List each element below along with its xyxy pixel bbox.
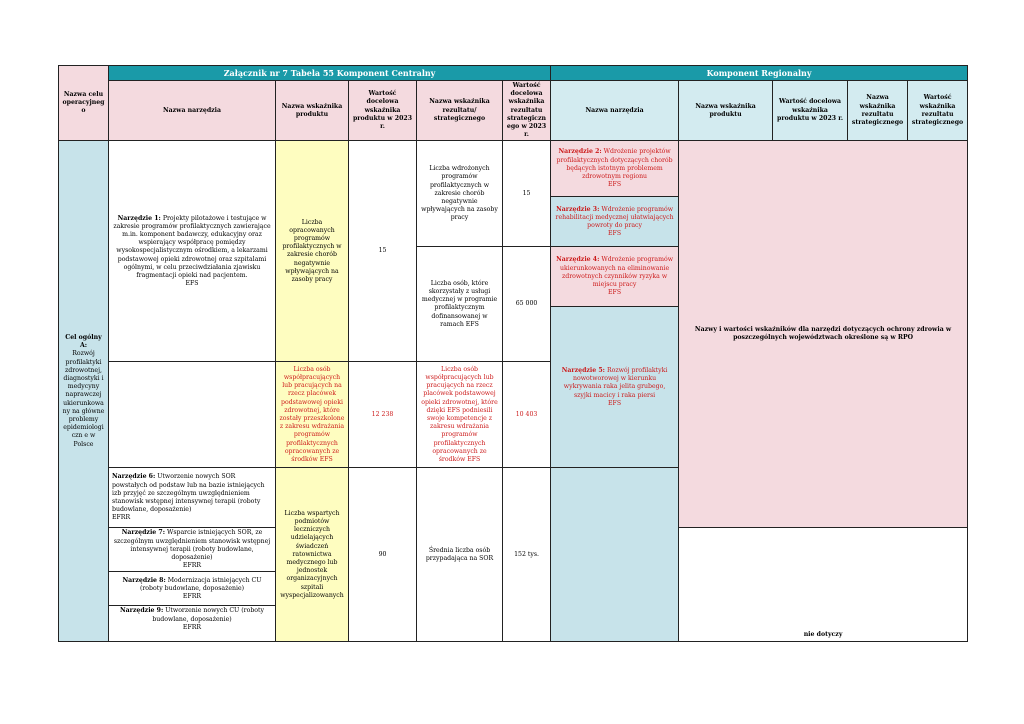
header-reg-result-name: Nazwa wskaźnika rezultatu strategicznego [848,81,908,141]
reg-tool-5-cell [551,307,679,468]
tool-6-cell [109,468,276,528]
reg-tool-3-text: Wdrożenie programów rehabilitacji medycznej ułatwiających powroty do pracy [555,205,674,229]
tool-1-continued [109,362,276,468]
result-3-name: Średnia liczba osób przypadająca na SOR [417,468,503,642]
product-3-name: Liczba wspartych podmiotów leczniczych udzielających świadczeń ratownictwa medycznego lub jednostek organizacyjnych szpitali wyspecjalizowanych [276,468,349,642]
reg-not-applicable: nie dotyczy [679,528,968,642]
product-3-target: 90 [349,468,417,642]
reg-tool-3-fund: EFS [608,230,622,238]
tool-9-label: Narzędzie 9: [119,607,164,615]
reg-tool-4-label: Narzędzie 4: [556,256,600,264]
tool-8-fund: EFRR [182,593,202,601]
reg-tool-3-cell [551,197,679,247]
result-2-name: Liczba osób współpracujących lub pracujących na rzecz placówek podstawowej opieki zdrowotnej, które dzięki EFS podniesili swoje kompetencje z zakresu wdrażania programów profilaktycznych opracowanych ze środków EFS [417,362,503,468]
reg-tool-2-text: Wdrożenie projektów profilaktycznych dotyczących chorób będących istotnym problemem zdrowotnym regionu [556,148,673,181]
central-component-title: Załącznik nr 7 Tabela 55 Komponent Centralny [109,66,551,81]
tool-9-cell [109,606,276,642]
tool-1-cell [109,141,276,362]
tool-9-fund: EFRR [182,623,202,631]
tool-7-label: Narzędzie 7: [121,529,165,537]
result-2-target: 10 403 [503,362,551,468]
product-1-target: 15 [349,141,417,362]
header-result-target: Wartość docelowa wskaźnika rezultatu strategicznego w 2023 r. [503,81,551,141]
product-1-name: Liczba opracowanych programów profilaktycznych w zakresie chorób negatywnie wpływających na zasoby pracy [276,141,349,362]
reg-tool-4-cell [551,247,679,307]
header-product-name: Nazwa wskaźnika produktu [276,81,349,141]
result-3-target: 152 tys. [503,468,551,642]
reg-empty-tool [551,468,679,642]
header-reg-product-target: Wartość docelowa wskaźnika produktu w 2023 r. [773,81,848,141]
header-tool: Nazwa narzędzia [109,81,276,141]
reg-tool-2-cell [551,141,679,197]
tool-1-text: Projekty pilotażowe i testujące w zakresie programów profilaktycznych zawierające m.in. komponent badawczy, edukacyjny oraz wspierający współpracę pomiędzy wysokospecjalistycznym ośrodkiem, a lekarzami podstawowej opieki zdrowotnej oraz szpitalami ogólnymi, w celu przeciwdziałania zjawisku fragmentacji opieki nad pacjentem. [113,214,271,279]
reg-tool-5-fund: EFS [608,399,622,407]
header-reg-product-name: Nazwa wskaźnika produktu [679,81,773,141]
header-product-target: Wartość docelowa wskaźnika produktu w 2023 r. [349,81,417,141]
reg-tool-5-text: Rozwój profilaktyki nowotworowej w kierunku wykrywania raka jelita grubego, szyjki macicy i raka piersi [563,366,668,399]
header-goal: Nazwa celu operacyjnego [59,66,109,141]
tool-8-cell [109,572,276,606]
goal-text: Rozwój profilaktyki zdrowotnej, diagnostyki i medycyny naprawczej ukierunkowany na główne problemy epidemiologiczn e w Polsce [62,350,105,448]
header-reg-tool: Nazwa narzędzia [551,81,679,141]
tool-7-fund: EFRR [182,562,202,570]
result-1b-name: Liczba osób, które skorzystały z usługi medycznej w programie profilaktycznym dofinansowanej w ramach EFS [417,247,503,362]
result-1b-target: 65 000 [503,247,551,362]
regional-component-title: Komponent Regionalny [551,66,968,81]
header-result-name: Nazwa wskaźnika rezultatu/ strategicznego [417,81,503,141]
tool-6-fund: EFRR [112,514,131,522]
tool-6-label: Narzędzie 6: [112,473,156,481]
goal-cell [59,141,109,642]
product-2-name: Liczba osób współpracujących lub pracujących na rzecz placówek podstawowej opieki zdrowotnej, które zostały przeszkolone z zakresu wdrażania programów profilaktycznych opracowanych ze środków EFS [276,362,349,468]
result-1a-name: Liczba wdrożonych programów profilaktycznych w zakresie chorób negatywnie wpływających na zasoby pracy [417,141,503,247]
reg-indicators-note: Nazwy i wartości wskaźników dla narzędzi dotyczących ochrony zdrowia w poszczególnych województwach określone są w RPO [679,141,968,528]
reg-tool-2-label: Narzędzie 2: [558,148,602,156]
reg-tool-2-fund: EFS [608,181,622,189]
tool-7-cell [109,528,276,572]
reg-tool-3-label: Narzędzie 3: [556,205,600,213]
tool-1-label: Narzędzie 1: [117,214,161,222]
header-reg-result-target: Wartość wskaźnika rezultatu strategicznego [908,81,968,141]
tool-7-text: Wsparcie istniejących SOR, ze szczególnym uwzględnieniem stanowisk wstępnej intensywnej terapii (roboty budowlane, doposażenie) [113,529,271,562]
reg-tool-5-label: Narzędzie 5: [561,366,605,374]
product-2-target: 12 238 [349,362,417,468]
indicator-table [58,65,968,642]
tool-1-fund: EFS [185,280,199,288]
reg-tool-4-text: Wdrożenie programów ukierunkowanych na eliminowanie zdrowotnych czynników ryzyka w miejscu pracy [560,256,673,289]
tool-8-label: Narzędzie 8: [122,576,166,584]
table-page [58,65,967,639]
tool-8-text: Modernizacja istniejących CU (roboty budowlane, doposażenie) [139,576,262,592]
tool-9-text: Utworzenie nowych CU (roboty budowlane, doposażenie) [152,607,264,623]
goal-label: Cel ogólny A: [65,334,102,350]
reg-tool-4-fund: EFS [608,289,622,297]
result-1a-target: 15 [503,141,551,247]
tool-6-text: Utworzenie nowych SOR powstałych od podstaw lub na bazie istniejących izb przyjęć ze szczególnym uwzględnieniem stanowisk wstępnej intensywnej terapii (roboty budowlane, doposażenie) [112,473,265,514]
